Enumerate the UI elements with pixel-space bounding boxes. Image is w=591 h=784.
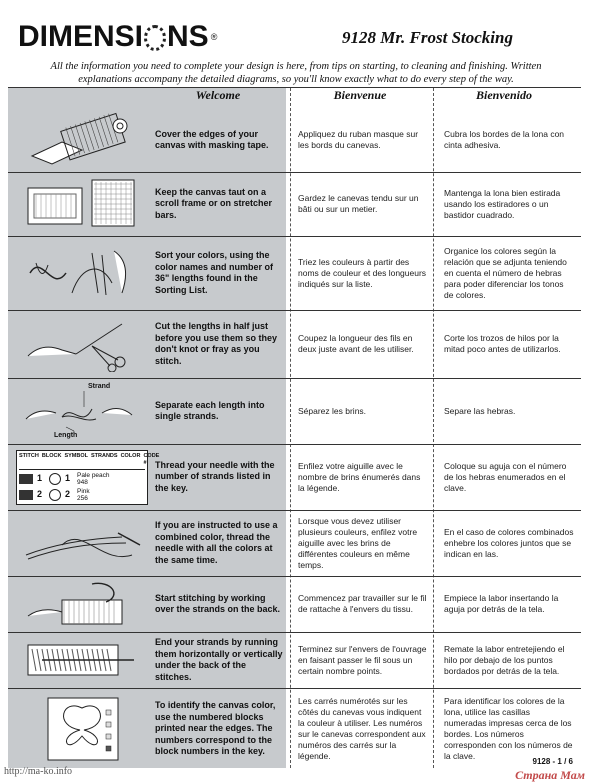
key-illustration	[14, 447, 160, 507]
french-instruction-cell	[298, 632, 428, 688]
column-divider-spanish	[433, 88, 434, 768]
column-header-english: Welcome	[195, 88, 241, 102]
key-header: STITCH	[19, 452, 39, 459]
spanish-instruction-cell	[444, 236, 574, 310]
spanish-instruction-cell	[444, 108, 574, 172]
end-stitch-illustration	[14, 635, 150, 685]
spanish-instruction-cell	[444, 310, 574, 378]
french-instruction-cell	[298, 576, 428, 632]
logo-text-right: NS	[167, 20, 209, 53]
key-strands: 1	[65, 473, 71, 483]
key-color: Pink	[77, 487, 90, 495]
wreath-icon	[144, 25, 166, 51]
strands-illustration	[14, 381, 150, 441]
frame-illustration	[14, 175, 150, 233]
key-block: 1	[37, 473, 43, 483]
french-instruction: Séparez les brins.	[298, 405, 367, 416]
french-instruction-cell	[298, 444, 428, 510]
english-instruction: To identify the canvas color, use the numbered blocks printed near the edges. The numbers correspond to the block numbers in the key.	[155, 700, 276, 757]
french-instruction-cell	[298, 310, 428, 378]
document-title: 9128 Mr. Frost Stocking	[342, 28, 513, 47]
spanish-instruction-cell	[444, 510, 574, 576]
english-instruction: Start stitching by working over the strands on the back.	[155, 592, 281, 614]
english-instruction-cell	[155, 576, 283, 632]
french-instruction-cell	[298, 236, 428, 310]
french-instruction-cell	[298, 172, 428, 236]
english-instruction: Separate each length into single strands.	[155, 399, 265, 421]
english-instruction: Sort your colors, using the color names and number of 36" lengths found in the Sorting List.	[155, 250, 274, 295]
start-stitch-illustration	[14, 579, 150, 629]
english-instruction-cell	[155, 688, 283, 770]
french-instruction: Enfilez votre aiguille avec le nombre de brins énumerés dans la légende.	[298, 460, 421, 493]
key-header: BLOCK	[41, 452, 62, 459]
key-header: STRANDS	[90, 452, 118, 459]
key-code: 256	[77, 494, 88, 502]
key-symbol	[49, 489, 61, 501]
key-strands: 2	[65, 489, 71, 499]
spanish-instruction: Organice los colores según la relación que se adjunta teniendo en cuenta el número de hebras para poder diferenciar los tonos de colores.	[444, 245, 567, 300]
french-instruction-cell	[298, 688, 428, 770]
stitch-swatch	[19, 474, 33, 484]
spanish-instruction-cell	[444, 576, 574, 632]
spanish-instruction: Coloque su aguja con el número de los hebras enumerados en el clave.	[444, 460, 567, 493]
logo-text-left: DIMENSI	[18, 20, 144, 53]
spanish-instruction-cell	[444, 172, 574, 236]
key-table	[16, 450, 160, 505]
key-symbol	[49, 473, 61, 485]
masking-tape-illustration	[14, 111, 150, 169]
spanish-instruction: Mantenga la lona bien estirada usando los estiradores o un bastidor cuadrado.	[444, 187, 561, 220]
english-instruction-cell	[155, 378, 283, 444]
french-instruction: Coupez la longueur des fils en deux juste avant de les utiliser.	[298, 333, 414, 354]
french-instruction-cell	[298, 378, 428, 444]
english-instruction: Keep the canvas taut on a scroll frame or on stretcher bars.	[155, 186, 273, 220]
spanish-instruction: Separe las hebras.	[444, 405, 516, 416]
french-instruction: Les carrés numérotés sur les côtés du canevas vous indiquent la couleur à utiliser. Les numéros sur le canevas correspondent aux numéros des carrés sur la légende.	[298, 696, 426, 761]
sorting-illustration	[14, 239, 150, 307]
spanish-instruction: Para identificar los colores de la lona, utilice las casillas numeradas impresas cerca de los bordes. Los números corresponden con los números de la clave.	[444, 696, 573, 761]
key-color: Pale peach	[77, 471, 110, 479]
english-instruction: End your strands by running them horizontally or vertically under the back of the stitches.	[155, 637, 283, 682]
key-row	[19, 472, 145, 486]
english-instruction-cell	[155, 310, 283, 378]
intro-text: All the information you need to complete your design is here, from tips on starting, to cleaning and finishing. Written explanations accompany the detailed diagrams, so you'll know exactly what to do every step of the way.	[50, 61, 542, 85]
key-code: 948	[77, 478, 88, 486]
length-label: Length	[54, 432, 78, 439]
stitch-swatch	[19, 490, 33, 500]
spanish-instruction: Remate la labor entretejiendo el hilo por debajo de los puntos bordados por detrás de la tela.	[444, 643, 565, 676]
spanish-instruction-cell	[444, 632, 574, 688]
spanish-instruction: Cubra los bordes de la lona con cinta adhesiva.	[444, 129, 565, 150]
key-row	[19, 488, 145, 502]
english-instruction-cell	[155, 236, 283, 310]
footer-page-code: 9128 - 1 / 6	[532, 757, 573, 766]
english-instruction: Thread your needle with the number of strands listed in the key.	[155, 459, 275, 493]
spanish-instruction-cell	[444, 444, 574, 510]
english-instruction: Cut the lengths in half just before you use them so they don't knot or fray as you stitch.	[155, 321, 278, 366]
english-instruction-cell	[155, 108, 283, 172]
spanish-instruction: En el caso de colores combinados enhebre los colores juntos que se indican en las.	[444, 526, 574, 559]
butterfly-illustration	[14, 691, 150, 767]
english-instruction-cell	[155, 444, 283, 510]
spanish-instruction: Corte los trozos de hilos por la mitad poco antes de utilizarlos.	[444, 333, 561, 354]
spanish-instruction: Empiece la labor insertando la aguja por detrás de la tela.	[444, 593, 559, 614]
french-instruction: Commencez par travailler sur le fil de rattache à l'envers du tissu.	[298, 593, 427, 614]
column-header-spanish: Bienvenido	[476, 88, 532, 102]
footer-site: http://ma-ko.info	[4, 766, 73, 777]
french-instruction-cell	[298, 108, 428, 172]
english-instruction-cell	[155, 510, 283, 576]
key-header: COLOR	[120, 452, 141, 459]
spanish-instruction-cell	[444, 378, 574, 444]
registered-mark: ®	[210, 32, 218, 42]
header	[10, 8, 581, 58]
english-instruction-cell	[155, 172, 283, 236]
english-instruction: Cover the edges of your canvas with masking tape.	[155, 128, 269, 150]
french-instruction-cell	[298, 510, 428, 576]
key-header: SYMBOL	[64, 452, 88, 459]
key-block: 2	[37, 489, 43, 499]
column-header-french: Bienvenue	[333, 88, 387, 102]
footer-watermark: Страна Мам	[515, 768, 585, 782]
french-instruction: Lorsque vous devez utiliser plusieurs couleurs, enfilez votre aiguille avec les brins de différentes couleurs en même temps.	[298, 515, 418, 570]
french-instruction: Appliquez du ruban masque sur les bords du canevas.	[298, 129, 419, 150]
key-header: CODE #	[143, 452, 160, 466]
strand-label: Strand	[88, 383, 111, 390]
english-instruction-cell	[155, 632, 283, 688]
french-instruction: Gardez le canevas tendu sur un bâti ou sur un metier.	[298, 193, 419, 214]
scissors-illustration	[14, 313, 150, 375]
key-headers	[19, 452, 160, 470]
combined-thread-illustration	[14, 513, 150, 573]
dimensions-logo	[18, 20, 217, 54]
english-instruction: If you are instructed to use a combined color, thread the needle with all the colors at the same time.	[155, 520, 278, 565]
column-divider-french	[290, 88, 291, 768]
french-instruction: Terminez sur l'envers de l'ouvrage en faisant passer le fil sous un certain nombre points.	[298, 643, 427, 676]
french-instruction: Triez les couleurs à partir des noms de couleur et des longueurs indiqués sur la liste.	[298, 256, 427, 289]
